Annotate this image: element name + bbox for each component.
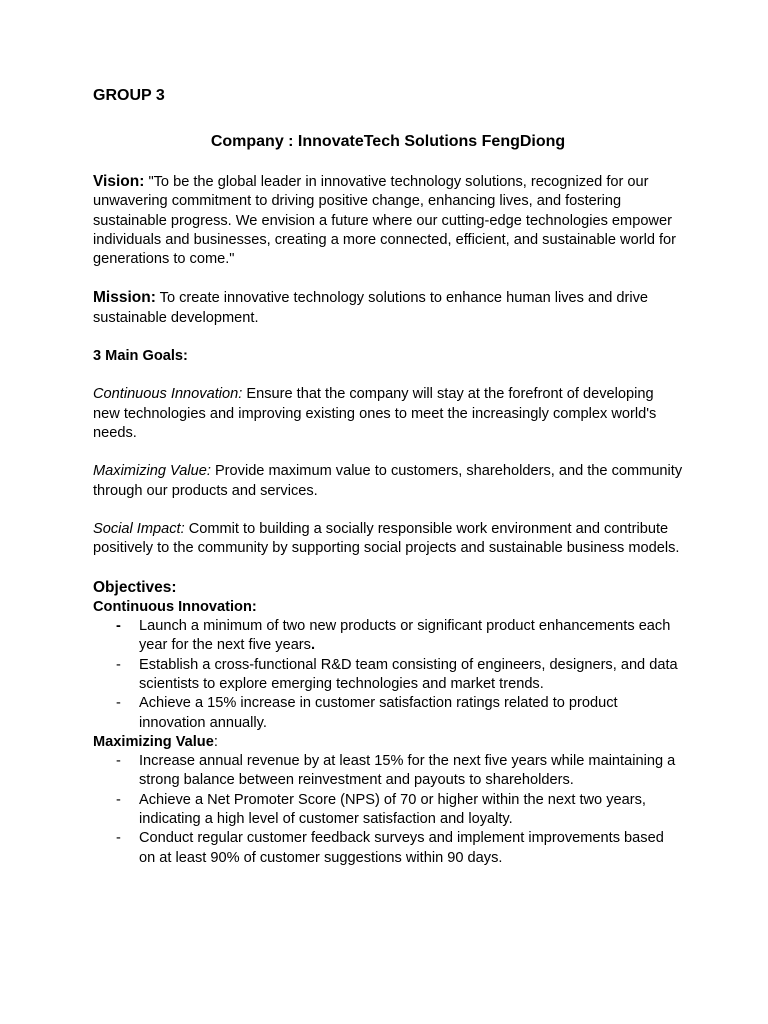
list-item-text: Increase annual revenue by at least 15% for the next five years while maintaining a strong balance between reinvestment and payouts to shareholders. xyxy=(139,753,676,789)
goal-text: Provide maximum value to customers, shareholders, and the community through our products and services. xyxy=(93,463,683,499)
goal-text: Ensure that the company will stay at the forefront of developing new technologies and improving existing ones to meet the increasingly complex world's needs. xyxy=(93,386,657,441)
list-item xyxy=(93,694,683,733)
list-item xyxy=(93,617,683,656)
goal-text: Commit to building a socially responsible work environment and contribute positively to the community by supporting social projects and sustainable business models. xyxy=(93,520,680,557)
list-dash: - xyxy=(116,791,121,808)
list-dash: - xyxy=(116,753,121,770)
goals-heading: 3 Main Goals: xyxy=(93,348,188,365)
list-item-text: Launch a minimum of two new products or significant product enhancements each year for the next five years xyxy=(139,618,671,654)
mission-label: Mission: xyxy=(93,289,156,307)
list-item xyxy=(93,656,683,695)
mission-text: To create innovative technology solutions to enhance human lives and drive sustainable development. xyxy=(93,290,649,326)
list-item-text: Achieve a Net Promoter Score (NPS) of 70 or higher within the next two years, indicating a high level of customer satisfaction and loyalty. xyxy=(139,791,646,828)
list-dash: - xyxy=(116,830,121,847)
list-item-text: Establish a cross-functional R&D team consisting of engineers, designers, and data scientists to explore emerging technologies and market trends. xyxy=(139,656,678,692)
document-page xyxy=(93,86,683,868)
vision-text: "To be the global leader in innovative technology solutions, recognized for our unwavering commitment to driving positive change, enhancing lives, and fostering sustainable progress. We envision a future where our cutting-edge technologies empower individuals and businesses, creating a more connected, efficient, and sustainable world for generations to come." xyxy=(93,174,677,268)
list-item xyxy=(93,829,683,868)
section-title-suffix: : xyxy=(213,733,218,750)
goal-continuous-innovation xyxy=(93,385,683,443)
objectives-maximizing-value-title xyxy=(93,733,683,752)
mission-paragraph xyxy=(93,288,683,328)
maximizing-value-list xyxy=(93,752,683,868)
list-dash: - xyxy=(116,695,121,712)
list-dash: - xyxy=(116,618,121,635)
list-dash: - xyxy=(116,656,121,673)
objectives-heading: Objectives: xyxy=(93,579,177,597)
list-item-end: . xyxy=(310,637,316,654)
section-title-text: Continuous Innovation: xyxy=(93,598,257,615)
goal-label: Continuous Innovation: xyxy=(93,386,243,403)
vision-label: Vision: xyxy=(93,173,145,190)
continuous-innovation-list xyxy=(93,617,683,733)
goal-label: Maximizing Value: xyxy=(93,463,211,480)
list-item xyxy=(93,791,683,830)
goal-social-impact xyxy=(93,520,683,559)
list-item xyxy=(93,752,683,791)
objectives-continuous-innovation-title xyxy=(93,598,683,617)
list-item-text: Conduct regular customer feedback surveys and implement improvements based on at least 90% of customer suggestions within 90 days. xyxy=(139,830,664,866)
vision-paragraph xyxy=(93,172,683,269)
goal-label: Social Impact: xyxy=(93,520,185,537)
company-title: Company : InnovateTech Solutions FengDiong xyxy=(210,133,566,150)
section-title-text: Maximizing Value xyxy=(93,733,214,750)
goal-maximizing-value xyxy=(93,462,683,501)
group-title: GROUP 3 xyxy=(93,87,165,104)
list-item-text: Achieve a 15% increase in customer satisfaction ratings related to product innovation annually. xyxy=(139,695,618,731)
